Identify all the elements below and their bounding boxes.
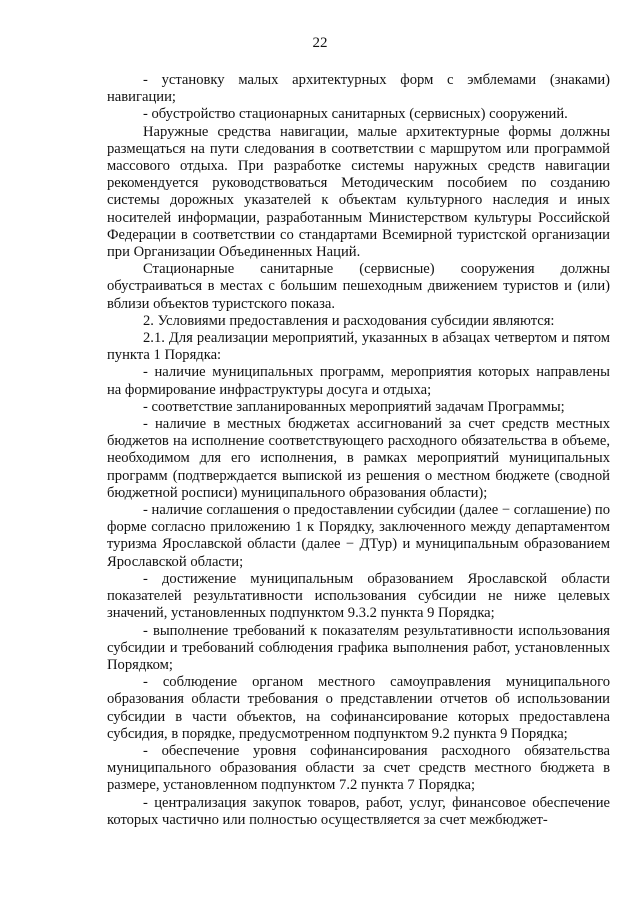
paragraph: Наружные средства навигации, малые архитектурные формы должны размещаться на пути следования в соответствии с маршрутом или программой массового отдыха. При разработке системы наружных средств навигации рекомендуется руководствоваться Методическим пособием по созданию системы дорожных указателей к объектам культурного наследия и иных носителей информации, разработанным Министерством культуры Российской Федерации в соответствии со стандартами Всемирной туристской организации при Организации Объединенных Наций. [107, 123, 610, 261]
paragraph: - установку малых архитектурных форм с эмблемами (знаками) навигации; [107, 72, 610, 106]
paragraph: 2. Условиями предоставления и расходования субсидии являются: [143, 312, 555, 329]
document-body [107, 72, 610, 829]
page-number: 22 [312, 35, 328, 51]
paragraph: - выполнение требований к показателям результативности использования субсидии и требований соблюдения графика выполнения работ, установленных Порядком; [107, 622, 610, 673]
paragraph: - достижение муниципальным образованием Ярославской области показателей результативности использования субсидии не ниже целевых значений, установленных подпунктом 9.3.2 пункта 9 Порядка; [107, 570, 610, 622]
paragraph: - обеспечение уровня софинансирования расходного обязательства муниципального образования области за счет средств местного бюджета в размере, установленном подпунктом 7.2 пункта 7 Порядка; [107, 742, 610, 794]
paragraph: - обустройство стационарных санитарных (сервисных) сооружений. [143, 106, 568, 123]
paragraph: - наличие в местных бюджетах ассигнований за счет средств местных бюджетов на исполнение соответствующего расходного обязательства в объеме, необходимом для его исполнения, в рамках мероприятий муниципальных программ (подтверждается выпиской из решения о местном бюджете (сводной бюджетной росписи) муниципального образования области); [107, 416, 610, 501]
paragraph: Стационарные санитарные (сервисные) сооружения должны обустраиваться в местах с большим пешеходным движением туристов и (или) вблизи объектов туристского показа. [107, 261, 610, 312]
paragraph: - наличие муниципальных программ, мероприятия которых направлены на формирование инфраструктуры досуга и отдыха; [107, 364, 610, 398]
paragraph: - централизация закупок товаров, работ, услуг, финансовое обеспечение которых частично или полностью осуществляется за счет межбюджет- [107, 794, 610, 828]
paragraph: - наличие соглашения о предоставлении субсидии (далее − соглашение) по форме согласно приложению 1 к Порядку, заключенного между департаментом туризма Ярославской области (далее − ДТур) и муниципальным образованием Ярославской области; [107, 502, 610, 570]
paragraph: - соответствие запланированных мероприятий задачам Программы; [143, 398, 565, 415]
paragraph: - соблюдение органом местного самоуправления муниципального образования области требования о представлении отчетов об использовании субсидии в части объектов, на софинансирование которых предоставлена субсидия, в порядке, предусмотренном подпунктом 9.2 пункта 9 Порядка; [107, 674, 610, 742]
paragraph: 2.1. Для реализации мероприятий, указанных в абзацах четвертом и пятом пункта 1 Порядка: [107, 330, 610, 364]
